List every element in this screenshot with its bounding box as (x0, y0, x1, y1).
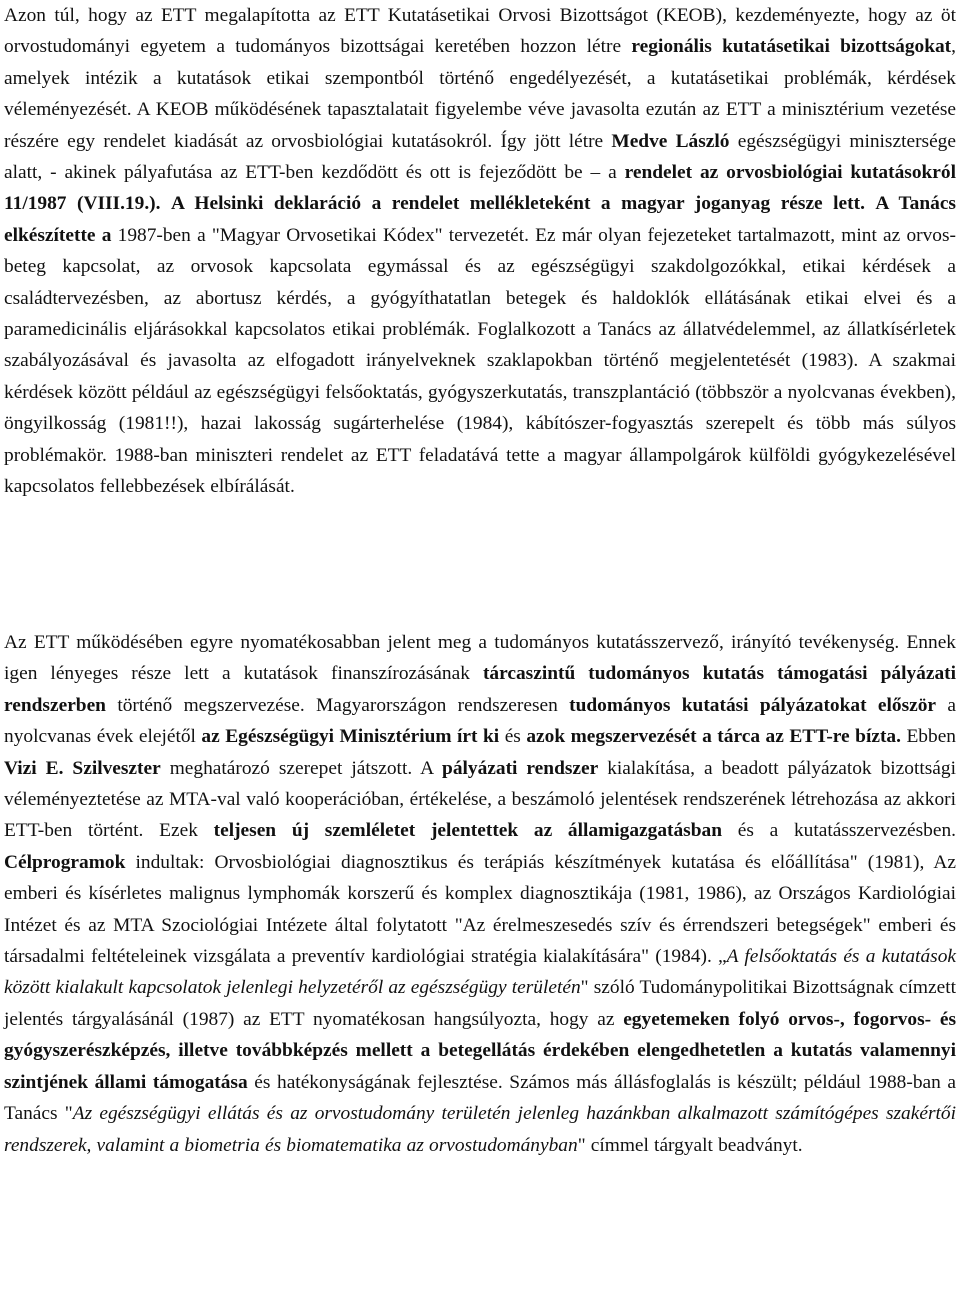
text-run: Ebben (900, 726, 956, 748)
text-run: történő megszervezése. Magyarországon rendszeresen (105, 694, 570, 716)
text-run: és (499, 726, 527, 748)
italic-text-run: A felsőoktatás és a kutatások között kialakult kapcsolatok jelenlegi helyzetéről az egészségügy területén (4, 946, 956, 999)
bold-text-run: egyetemeken folyó orvos-, fogorvos- és gyógyszerészképzés, illetve továbbképzés mellett a betegellátás érdekében elengedhetetlen a kutatás valamennyi szintjének állami támogatása (4, 1008, 956, 1093)
bold-text-run: regionális kutatásetikai bizottságokat (631, 36, 952, 58)
bold-text-run: Célprogramok (4, 851, 126, 873)
text-run: és a kutatásszervezésben. (722, 820, 957, 842)
bold-text-run: tárcaszintű tudományos kutatás támogatási pályázati rendszerben (4, 663, 956, 716)
bold-text-run: rendelet az orvosbiológiai kutatásokról 11/1987 (VIII.19.). (4, 162, 956, 215)
italic-text-run: Az egészségügyi ellátás és az orvostudomány területén jelenleg hazánkban alkalmazott számítógépes szakértői rendszerek, valamint a biometria és biomatematika az orvostudományban (4, 1103, 956, 1156)
text-run: kialakítása, a beadott pályázatok bizottsági véleményeztetése az MTA-val való kooperációban, értékelése, a beszámoló jelentések rendszerének létrehozása az akkori ETT-ben történt. Ezek (4, 757, 956, 842)
bold-text-run: az Egészségügyi Minisztérium írt ki (201, 726, 500, 748)
bold-text-run: pályázati rendszer (442, 757, 599, 779)
bold-text-run: azok megszervezését a tárca az ETT-re bízta. (526, 726, 901, 748)
bold-text-run: teljesen új szemléletet jelentettek az államigazgatásban (213, 820, 722, 842)
text-run: indultak: Orvosbiológiai diagnosztikus és terápiás készítmények kutatása és előállítása" (1981), Az emberi és kísérletes malignus lymphomák korszerű és komplex diagnosztikája (1981, 1986), az Országos Kardiológiai Intézet és az MTA Szociológiai Intézete által folytatott "Az érelmeszesedés szív és érrendszeri betegségek" emberi és társadalmi feltételeinek vizsgálata a preventív kardiológiai stratégia kialakítására" (1984). „ (4, 851, 956, 968)
text-run: Azon túl, hogy az ETT megalapította az ETT Kutatásetikai Orvosi Bizottságot (KEOB), kezdeményezte, hogy az öt orvostudományi egyetem a tudományos bizottságai keretében hozzon létre (4, 5, 956, 58)
text-run: , amelyek intézik a kutatások etikai szempontból történő engedélyezését, a kutatásetikai problémák, kérdések véleményezését. A KEOB működésének tapasztalatait figyelembe véve javasolta ezután az ETT a minisztérium vezetése részére egy rendelet kiadását az orvosbiológiai kutatásokról. Így jött létre (4, 36, 957, 152)
text-run: meghatározó szerepet játszott. A (160, 757, 443, 779)
bold-text-run: tudományos kutatási pályázatokat először (569, 694, 937, 716)
text-run: és hatékonyságának fejlesztése. Számos más állásfoglalás is készült; például 1988-ban a Tanács " (4, 1071, 957, 1125)
bold-text-run: A Helsinki deklaráció a rendelet mellékleteként a magyar joganyag része lett. (170, 193, 865, 215)
text-run: Az ETT működésében egyre nyomatékosabban jelent meg a tudományos kutatásszervező, irányító tevékenység. Ennek igen lényeges része lett a kutatások finanszírozásának (4, 632, 956, 685)
bold-text-run: A Tanács elkészítette a (4, 193, 956, 246)
text-run: egészségügyi minisztersége alatt, - akinek pályafutása az ETT-ben kezdődött és ott is fejeződött be – a (4, 130, 956, 184)
paragraph-2 (4, 627, 956, 1161)
text-run: a nyolcvanas évek elejétől (4, 694, 956, 748)
paragraph-1 (4, 0, 956, 503)
text-run: " szóló Tudománypolitikai Bizottságnak címzett jelentés tárgyalásánál (1987) az ETT nyomatékosan hangsúlyozta, hogy az (4, 977, 957, 1030)
text-run: 1987-ben a "Magyar Orvosetikai Kódex" tervezetét. Ez már olyan fejezeteket tartalmazott, mint az orvos-beteg kapcsolat, az orvosok kapcsolata egymással és az egészségügyi szakdolgozókkal, etikai kérdések a családtervezésben, az abortusz kérdés, a gyógyíthatatlan betegek és haldoklók ellátásának etikai elvei és a paramedicinális eljárásokkal kapcsolatos etikai problémák. Foglalkozott a Tanács az állatvédelemmel, az állatkísérletek szabályozásával és javasolta az elfogadott irányelveknek szaklapokban történő megjelentetését (1983). A szakmai kérdések között például az egészségügyi felsőoktatás, gyógyszerkutatás, transzplantáció (többször a nyolcvanas években), öngyilkosság (1981!!), hazai lakosság sugárterhelése (1984), kábítószer-fogyasztás szerepelt és több más súlyos problémakör. 1988-ban miniszteri rendelet az ETT feladatává tette a magyar állampolgárok külföldi gyógykezelésével kapcsolatos fellebbezések elbírálását. (4, 224, 956, 498)
text-run (865, 193, 876, 214)
bold-text-run: Medve László (611, 130, 730, 152)
bold-text-run: Vizi E. Szilveszter (4, 757, 161, 779)
text-run (160, 193, 171, 214)
text-run: " címmel tárgyalt beadványt. (577, 1134, 803, 1156)
